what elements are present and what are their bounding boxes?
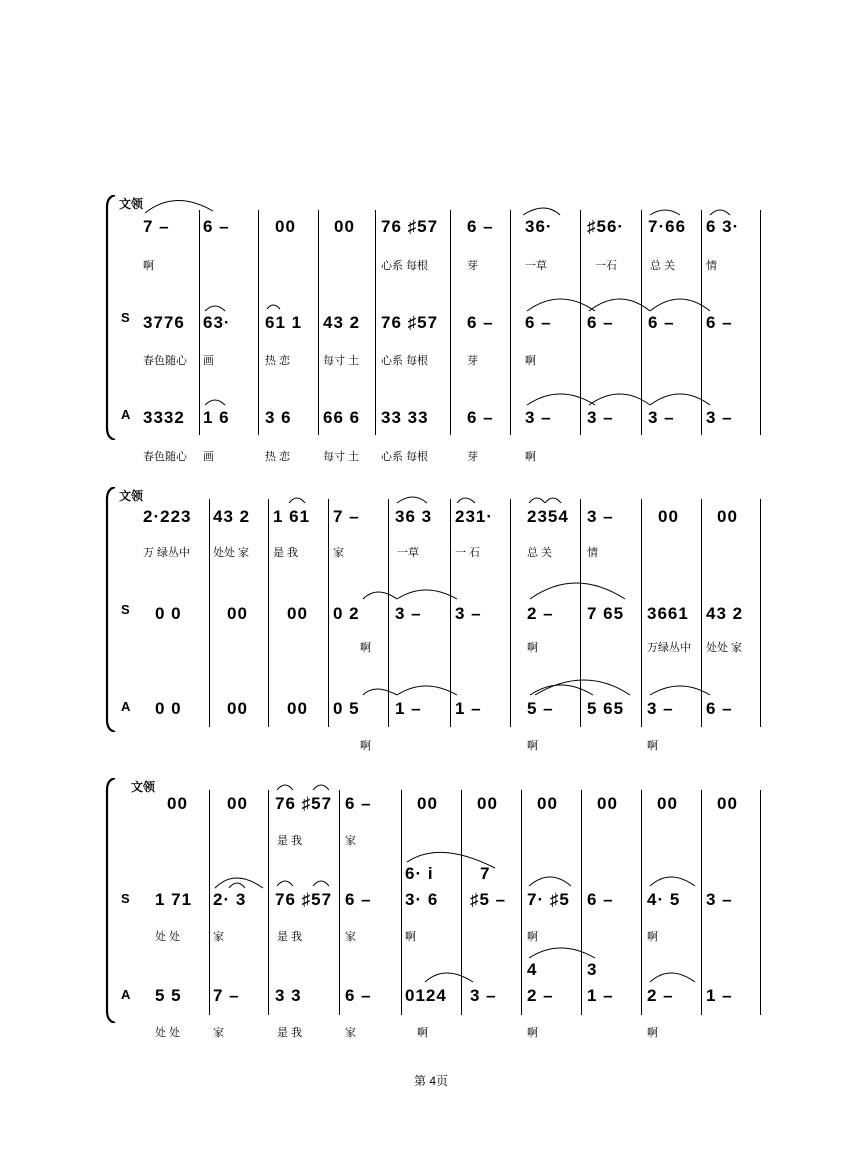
note-group: 0 5 bbox=[333, 699, 360, 718]
note-group: 36· bbox=[525, 217, 553, 236]
lyric: 家 bbox=[345, 1027, 356, 1039]
note-group: 2354 bbox=[527, 507, 569, 526]
slur-mark bbox=[105, 778, 765, 1023]
note-group: 3 6 bbox=[265, 408, 292, 427]
note-group: 6 – bbox=[648, 313, 675, 332]
note-group: 2 – bbox=[647, 986, 674, 1005]
lyric: 情 bbox=[706, 260, 717, 272]
note-group: 00 bbox=[717, 507, 738, 526]
voice-label-s: S bbox=[121, 310, 130, 325]
note-group: 3 – bbox=[395, 604, 422, 623]
voice-label-s: S bbox=[121, 602, 130, 617]
lyric: 一石 bbox=[595, 260, 617, 272]
note-group: 1 – bbox=[395, 699, 422, 718]
note-group: 1 61 bbox=[273, 507, 311, 526]
lyric: 是 我 bbox=[273, 547, 299, 559]
note-group: 2·223 bbox=[143, 507, 192, 526]
lyric: 芽 bbox=[467, 451, 478, 463]
note-group: 7 – bbox=[333, 507, 360, 526]
note-group: 00 bbox=[227, 794, 248, 813]
lyric: 一草 bbox=[525, 260, 547, 272]
lyric: 芽 bbox=[467, 260, 478, 272]
lyric: 啊 bbox=[360, 740, 371, 752]
note-group: 3 – bbox=[525, 408, 552, 427]
lyric: 情 bbox=[587, 547, 598, 559]
note-group: 7 – bbox=[213, 986, 240, 1005]
lyric: 处 处 bbox=[155, 931, 181, 943]
lyric: 万 绿丛中 bbox=[143, 547, 191, 559]
note-group: 76 ♯57 bbox=[381, 217, 439, 236]
note-group: 3 – bbox=[587, 507, 614, 526]
slur-mark bbox=[105, 487, 765, 732]
voice-label-a: A bbox=[121, 699, 131, 714]
lyric: 心系 每根 bbox=[381, 260, 429, 272]
lyric: 家 bbox=[333, 547, 344, 559]
lyric: 啊 bbox=[405, 931, 416, 943]
note-group: 00 bbox=[477, 794, 498, 813]
lyric: 热 恋 bbox=[265, 355, 291, 367]
note-group: 1 6 bbox=[203, 408, 230, 427]
note-group: 3 3 bbox=[275, 986, 302, 1005]
lyric: 啊 bbox=[647, 1027, 658, 1039]
lyric: 画 bbox=[203, 355, 214, 367]
lyric: 啊 bbox=[527, 931, 538, 943]
note-group: 6 – bbox=[467, 217, 494, 236]
note-group: 3776 bbox=[143, 313, 185, 332]
note-group: 43 2 bbox=[213, 507, 251, 526]
note-group: 00 bbox=[417, 794, 438, 813]
lyric: 一 石 bbox=[455, 547, 481, 559]
lyric: 万绿丛中 bbox=[647, 642, 691, 654]
note-group: 7 65 bbox=[587, 604, 625, 623]
note-group: 6 – bbox=[203, 217, 230, 236]
note-group: 6 – bbox=[525, 313, 552, 332]
note-group: 6 – bbox=[706, 699, 733, 718]
note-group: 0 0 bbox=[155, 604, 182, 623]
note-group: 5 5 bbox=[155, 986, 182, 1005]
note-group: 00 bbox=[717, 794, 738, 813]
note-group: 6 – bbox=[706, 313, 733, 332]
note-group: 3· 6 bbox=[405, 890, 439, 909]
note-group: 4· 5 bbox=[647, 890, 681, 909]
note-group: 1 – bbox=[455, 699, 482, 718]
lyric: 啊 bbox=[525, 451, 536, 463]
note-group: ♯5 – bbox=[470, 890, 507, 909]
note-group: 1 – bbox=[706, 986, 733, 1005]
lyric: 家 bbox=[213, 1027, 224, 1039]
note-group: 7 – bbox=[143, 217, 170, 236]
note-group: 6 – bbox=[587, 890, 614, 909]
note-group: 3332 bbox=[143, 408, 185, 427]
note-group: 6 – bbox=[587, 313, 614, 332]
note-group: 76 ♯57 bbox=[381, 313, 439, 332]
note-group: 3661 bbox=[647, 604, 689, 623]
note-group: 5 – bbox=[527, 699, 554, 718]
lyric: 是 我 bbox=[277, 1027, 303, 1039]
note-group: 6 – bbox=[467, 313, 494, 332]
lyric: 春色随心 bbox=[143, 355, 187, 367]
lyric: 啊 bbox=[527, 740, 538, 752]
note-group: 43 2 bbox=[323, 313, 361, 332]
note-group: 00 bbox=[657, 794, 678, 813]
note-group: 00 bbox=[227, 699, 248, 718]
note-group: ♯56· bbox=[587, 217, 625, 236]
lyric: 处 处 bbox=[155, 1027, 181, 1039]
note-group: 0 2 bbox=[333, 604, 360, 623]
lyric: 是 我 bbox=[277, 835, 303, 847]
lyric: 每寸 土 bbox=[323, 451, 360, 463]
lyric: 啊 bbox=[360, 642, 371, 654]
note-group: 3 – bbox=[647, 699, 674, 718]
system-2 bbox=[105, 487, 765, 752]
note-group: 3 – bbox=[706, 890, 733, 909]
lyric: 一草 bbox=[397, 547, 419, 559]
voice-label-s: S bbox=[121, 891, 130, 906]
note-group: 0124 bbox=[405, 986, 447, 1005]
note-group: 2 – bbox=[527, 986, 554, 1005]
note-group: 7·66 bbox=[648, 217, 687, 236]
lyric: 心系 每根 bbox=[381, 355, 429, 367]
note-group: 4 bbox=[527, 960, 538, 979]
note-group: 3 – bbox=[470, 986, 497, 1005]
note-group: 0 0 bbox=[155, 699, 182, 718]
note-group: 2· 3 bbox=[213, 890, 247, 909]
note-group: 6 – bbox=[345, 890, 372, 909]
lyric: 啊 bbox=[647, 740, 658, 752]
lyric: 家 bbox=[213, 931, 224, 943]
system-1 bbox=[105, 195, 765, 463]
note-group: 66 6 bbox=[323, 408, 361, 427]
note-group: 00 bbox=[334, 217, 355, 236]
note-group: 00 bbox=[537, 794, 558, 813]
note-group: 76 ♯57 bbox=[275, 794, 333, 813]
lyric: 热 恋 bbox=[265, 451, 291, 463]
system-3 bbox=[105, 778, 765, 1039]
note-group: 7 bbox=[480, 864, 491, 883]
lyric: 总 关 bbox=[527, 547, 553, 559]
lyric: 家 bbox=[345, 835, 356, 847]
note-group: 1 – bbox=[587, 986, 614, 1005]
lyric: 啊 bbox=[527, 1027, 538, 1039]
note-group: 61 1 bbox=[265, 313, 303, 332]
note-group: 00 bbox=[167, 794, 188, 813]
lyric: 啊 bbox=[647, 931, 658, 943]
note-group: 3 bbox=[587, 960, 598, 979]
lyric: 啊 bbox=[527, 642, 538, 654]
lyric: 总 关 bbox=[650, 260, 676, 272]
note-group: 3 – bbox=[706, 408, 733, 427]
lyric: 芽 bbox=[467, 355, 478, 367]
leader-label: 文领 bbox=[119, 197, 144, 211]
lyric: 心系 每根 bbox=[381, 451, 429, 463]
note-group: 33 33 bbox=[381, 408, 429, 427]
note-group: 00 bbox=[227, 604, 248, 623]
voice-label-a: A bbox=[121, 407, 131, 422]
page-number: 第 4页 bbox=[413, 1074, 448, 1088]
lyric: 处处 家 bbox=[706, 642, 743, 654]
note-group: 00 bbox=[658, 507, 679, 526]
note-group: 3 – bbox=[648, 408, 675, 427]
lyric: 春色随心 bbox=[143, 451, 187, 463]
note-group: 3 – bbox=[455, 604, 482, 623]
note-group: 6 – bbox=[345, 794, 372, 813]
lyric: 啊 bbox=[143, 260, 154, 272]
note-group: 00 bbox=[597, 794, 618, 813]
lyric: 啊 bbox=[525, 355, 536, 367]
note-group: 00 bbox=[287, 699, 308, 718]
note-group: 6 – bbox=[467, 408, 494, 427]
note-group: 7· ♯5 bbox=[527, 890, 570, 909]
leader-label: 文领 bbox=[131, 780, 156, 794]
lyric: 啊 bbox=[417, 1027, 428, 1039]
lyric: 画 bbox=[203, 451, 214, 463]
note-group: 1 71 bbox=[155, 890, 193, 909]
lyric: 家 bbox=[345, 931, 356, 943]
note-group: 36 3 bbox=[395, 507, 433, 526]
slur-mark bbox=[105, 195, 765, 440]
voice-label-a: A bbox=[121, 987, 131, 1002]
note-group: 231· bbox=[455, 507, 494, 526]
lyric: 每寸 土 bbox=[323, 355, 360, 367]
lyric: 是 我 bbox=[277, 931, 303, 943]
note-group: 5 65 bbox=[587, 699, 625, 718]
lyric: 处处 家 bbox=[213, 547, 250, 559]
leader-label: 文领 bbox=[119, 489, 144, 503]
note-group: 6· i bbox=[405, 864, 434, 883]
note-group: 6 – bbox=[345, 986, 372, 1005]
note-group: 2 – bbox=[527, 604, 554, 623]
note-group: 00 bbox=[287, 604, 308, 623]
note-group: 00 bbox=[275, 217, 296, 236]
note-group: 43 2 bbox=[706, 604, 744, 623]
note-group: 3 – bbox=[587, 408, 614, 427]
note-group: 6 3· bbox=[706, 217, 740, 236]
note-group: 76 ♯57 bbox=[275, 890, 333, 909]
note-group: 63· bbox=[203, 313, 231, 332]
